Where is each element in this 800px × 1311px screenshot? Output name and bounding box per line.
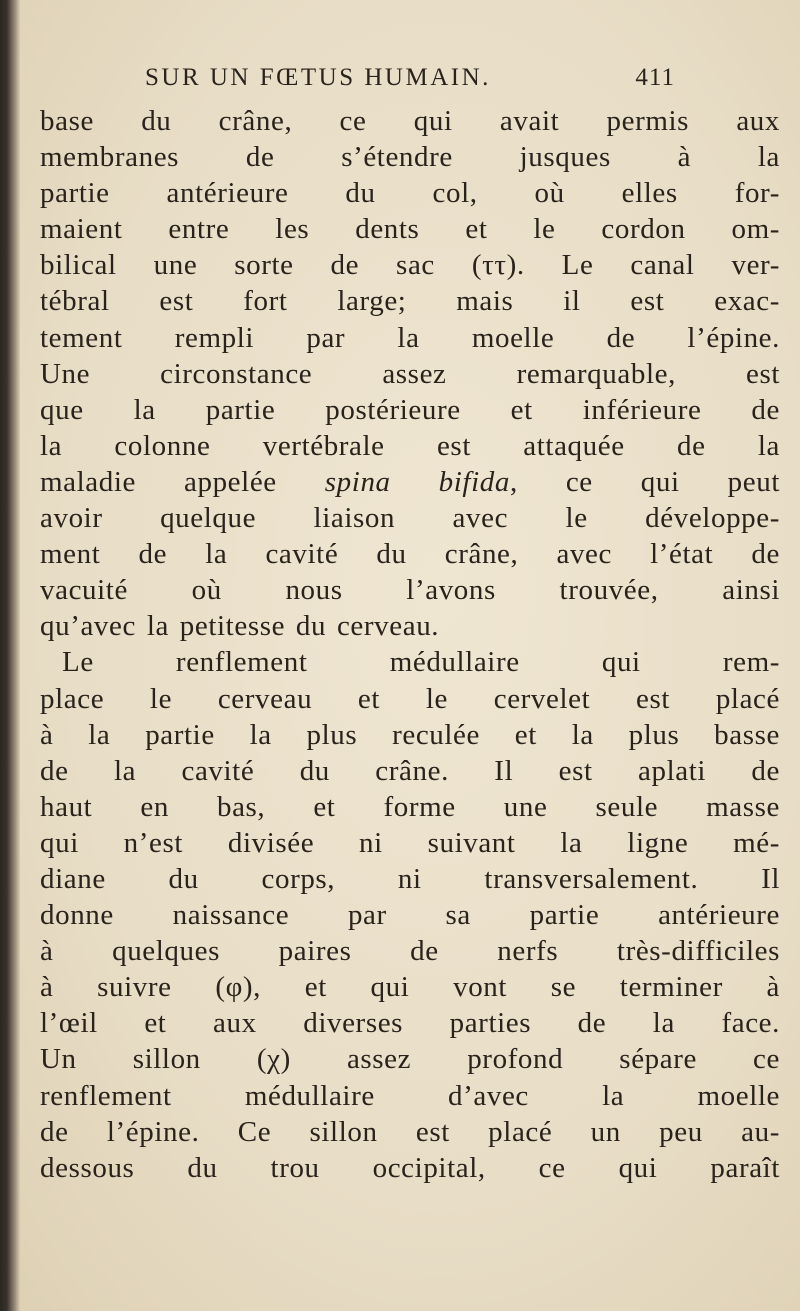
text-line: l’œil et aux diverses parties de la face. — [40, 1007, 780, 1040]
text-line: donne naissance par sa partie antérieure — [40, 899, 780, 932]
text-line: ment de la cavité du crâne, avec l’état de — [40, 538, 780, 571]
italic-term: spina bifida — [324, 465, 510, 498]
page-number: 411 — [635, 64, 675, 91]
body-text — [40, 103, 780, 1186]
text-line: diane du corps, ni transversalement. Il — [40, 862, 780, 895]
text-line: membranes de s’étendre jusques à la — [40, 141, 780, 174]
text-line: à suivre (φ), et qui vont se terminer à — [40, 971, 780, 1004]
text-line: partie antérieure du col, où elles for- — [40, 177, 780, 210]
text-line: avoir quelque liaison avec le développe- — [40, 502, 780, 535]
running-head — [145, 64, 675, 104]
text-line: de la cavité du crâne. Il est aplati de — [40, 754, 780, 787]
text-line: Un sillon (χ) assez profond sépare ce — [40, 1043, 780, 1076]
text-line: vacuité où nous l’avons trouvée, ainsi — [40, 574, 780, 607]
text-line: tement rempli par la moelle de l’épine. — [40, 321, 780, 354]
paragraph-start-line: Le renflement médullaire qui rem- — [62, 646, 780, 679]
text-line: renflement médullaire d’avec la moelle — [40, 1079, 780, 1112]
text-line: maient entre les dents et le cordon om- — [40, 213, 780, 246]
text-line: à quelques paires de nerfs très-difficiles — [40, 935, 780, 968]
book-gutter — [0, 0, 20, 1311]
text-line: que la partie postérieure et inférieure de — [40, 393, 780, 426]
text-line: de l’épine. Ce sillon est placé un peu au- — [40, 1115, 780, 1148]
text-line-italic: maladie appelée spina bifida, ce qui peut — [40, 465, 780, 498]
text-line: base du crâne, ce qui avait permis aux — [40, 105, 780, 137]
text-line: qui n’est divisée ni suivant la ligne mé- — [40, 826, 780, 859]
text-line: bilical une sorte de sac (ττ). Le canal ver- — [40, 249, 780, 282]
text-line: haut en bas, et forme une seule masse — [40, 790, 780, 823]
text-line: tébral est fort large; mais il est exac- — [40, 285, 780, 318]
text-line: dessous du trou occipital, ce qui paraît — [40, 1151, 780, 1184]
paragraph-end-line: qu’avec la petitesse du cerveau. — [40, 610, 440, 643]
text-line: à la partie la plus reculée et la plus basse — [40, 718, 780, 751]
running-head-title: SUR UN FŒTUS HUMAIN. — [145, 64, 491, 91]
book-page — [40, 0, 780, 1311]
text-line: la colonne vertébrale est attaquée de la — [40, 429, 780, 462]
text-line: place le cerveau et le cervelet est placé — [40, 682, 780, 715]
text-line: Une circonstance assez remarquable, est — [40, 357, 780, 390]
